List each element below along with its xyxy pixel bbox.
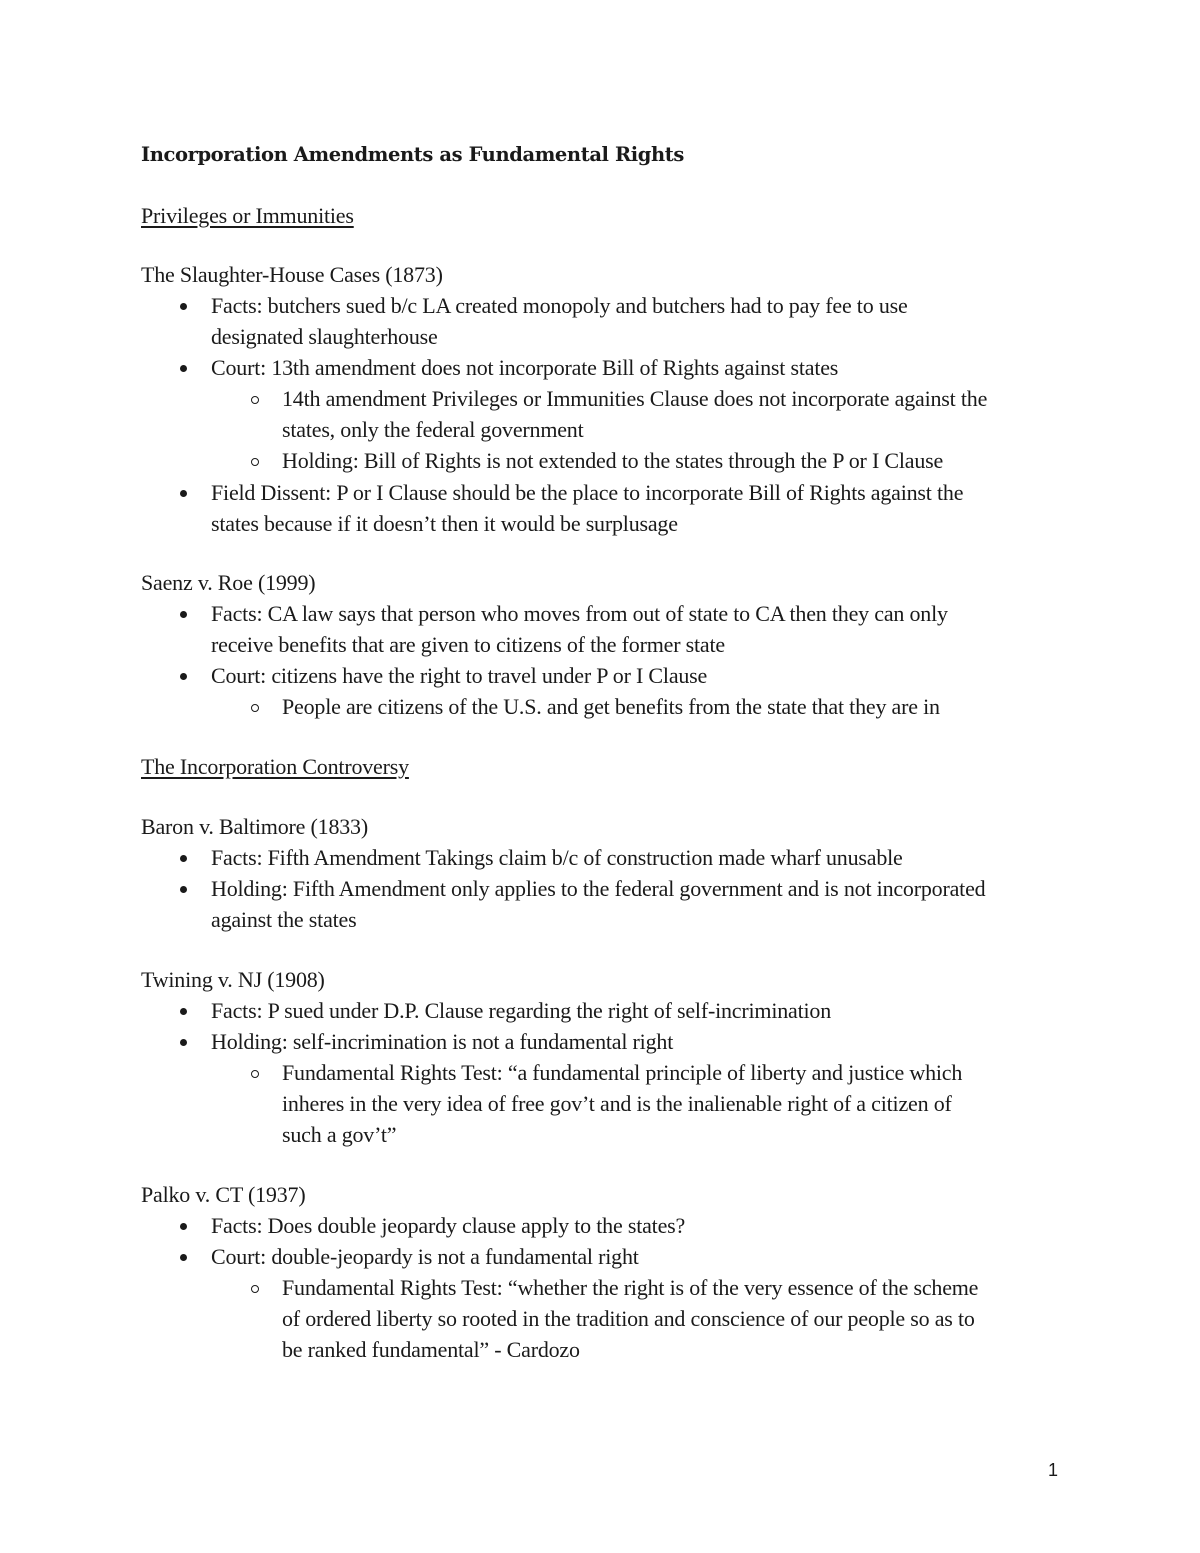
bullet-text: Holding: Fifth Amendment only applies to the federal government and is not incorporated	[211, 876, 986, 901]
sub-bullet-text: states, only the federal government	[282, 417, 584, 442]
sub-bullet-icon	[251, 458, 259, 466]
bullet-text: Facts: P sued under D.P. Clause regarding the right of self-incrimination	[211, 998, 832, 1023]
bullet-text: Facts: Does double jeopardy clause apply to the states?	[211, 1213, 686, 1238]
document-title: Incorporation Amendments as Fundamental Rights	[141, 143, 684, 166]
bullet-text: Facts: Fifth Amendment Takings claim b/c of construction made wharf unusable	[211, 845, 903, 870]
sub-bullet-icon	[251, 396, 259, 404]
bullet-text: Field Dissent: P or I Clause should be the place to incorporate Bill of Rights against the	[211, 480, 964, 505]
sub-bullet-text: Fundamental Rights Test: “a fundamental principle of liberty and justice which	[282, 1060, 963, 1085]
page-number: 1	[1048, 1460, 1059, 1480]
sub-bullet-text: Fundamental Rights Test: “whether the right is of the very essence of the scheme	[282, 1275, 979, 1300]
bullet-icon	[180, 365, 187, 372]
bullet-text: states because if it doesn’t then it would be surplusage	[211, 511, 678, 536]
sub-bullet-icon	[251, 704, 259, 712]
bullet-text: Holding: self-incrimination is not a fundamental right	[211, 1029, 674, 1054]
bullet-text: Court: citizens have the right to travel under P or I Clause	[211, 663, 708, 688]
bullet-text: Facts: CA law says that person who moves from out of state to CA then they can only	[211, 601, 948, 626]
bullet-icon	[180, 1223, 187, 1230]
case-name: The Slaughter-House Cases (1873)	[141, 262, 443, 287]
sub-bullet-text: such a gov’t”	[282, 1122, 397, 1147]
bullet-text: receive benefits that are given to citizens of the former state	[211, 632, 725, 657]
sub-bullet-icon	[251, 1070, 259, 1078]
bullet-icon	[180, 611, 187, 618]
sub-bullet-text: be ranked fundamental” - Cardozo	[282, 1337, 580, 1362]
bullet-icon	[180, 1254, 187, 1261]
case-name: Baron v. Baltimore (1833)	[141, 814, 368, 839]
case-name: Saenz v. Roe (1999)	[141, 570, 316, 595]
bullet-icon	[180, 1008, 187, 1015]
section-heading-incorporation: The Incorporation Controversy	[141, 754, 409, 779]
bullet-icon	[180, 1039, 187, 1046]
bullet-text: Court: double-jeopardy is not a fundamental right	[211, 1244, 639, 1269]
bullet-text: designated slaughterhouse	[211, 324, 438, 349]
case-name: Twining v. NJ (1908)	[141, 967, 325, 992]
bullet-icon	[180, 490, 187, 497]
bullet-icon	[180, 886, 187, 893]
sub-bullet-text: 14th amendment Privileges or Immunities Clause does not incorporate against the	[282, 386, 988, 411]
sub-bullet-text: People are citizens of the U.S. and get benefits from the state that they are in	[282, 694, 940, 719]
sub-bullet-text: of ordered liberty so rooted in the tradition and conscience of our people so as to	[282, 1306, 975, 1331]
bullet-icon	[180, 855, 187, 862]
section-heading-privileges: Privileges or Immunities	[141, 203, 354, 228]
bullet-text: against the states	[211, 907, 357, 932]
bullet-text: Facts: butchers sued b/c LA created monopoly and butchers had to pay fee to use	[211, 293, 908, 318]
case-name: Palko v. CT (1937)	[141, 1182, 306, 1207]
bullet-icon	[180, 673, 187, 680]
sub-bullet-text: inheres in the very idea of free gov’t and is the inalienable right of a citizen of	[282, 1091, 952, 1116]
sub-bullet-text: Holding: Bill of Rights is not extended to the states through the P or I Clause	[282, 448, 944, 473]
bullet-icon	[180, 303, 187, 310]
sub-bullet-icon	[251, 1285, 259, 1293]
bullet-text: Court: 13th amendment does not incorporate Bill of Rights against states	[211, 355, 839, 380]
